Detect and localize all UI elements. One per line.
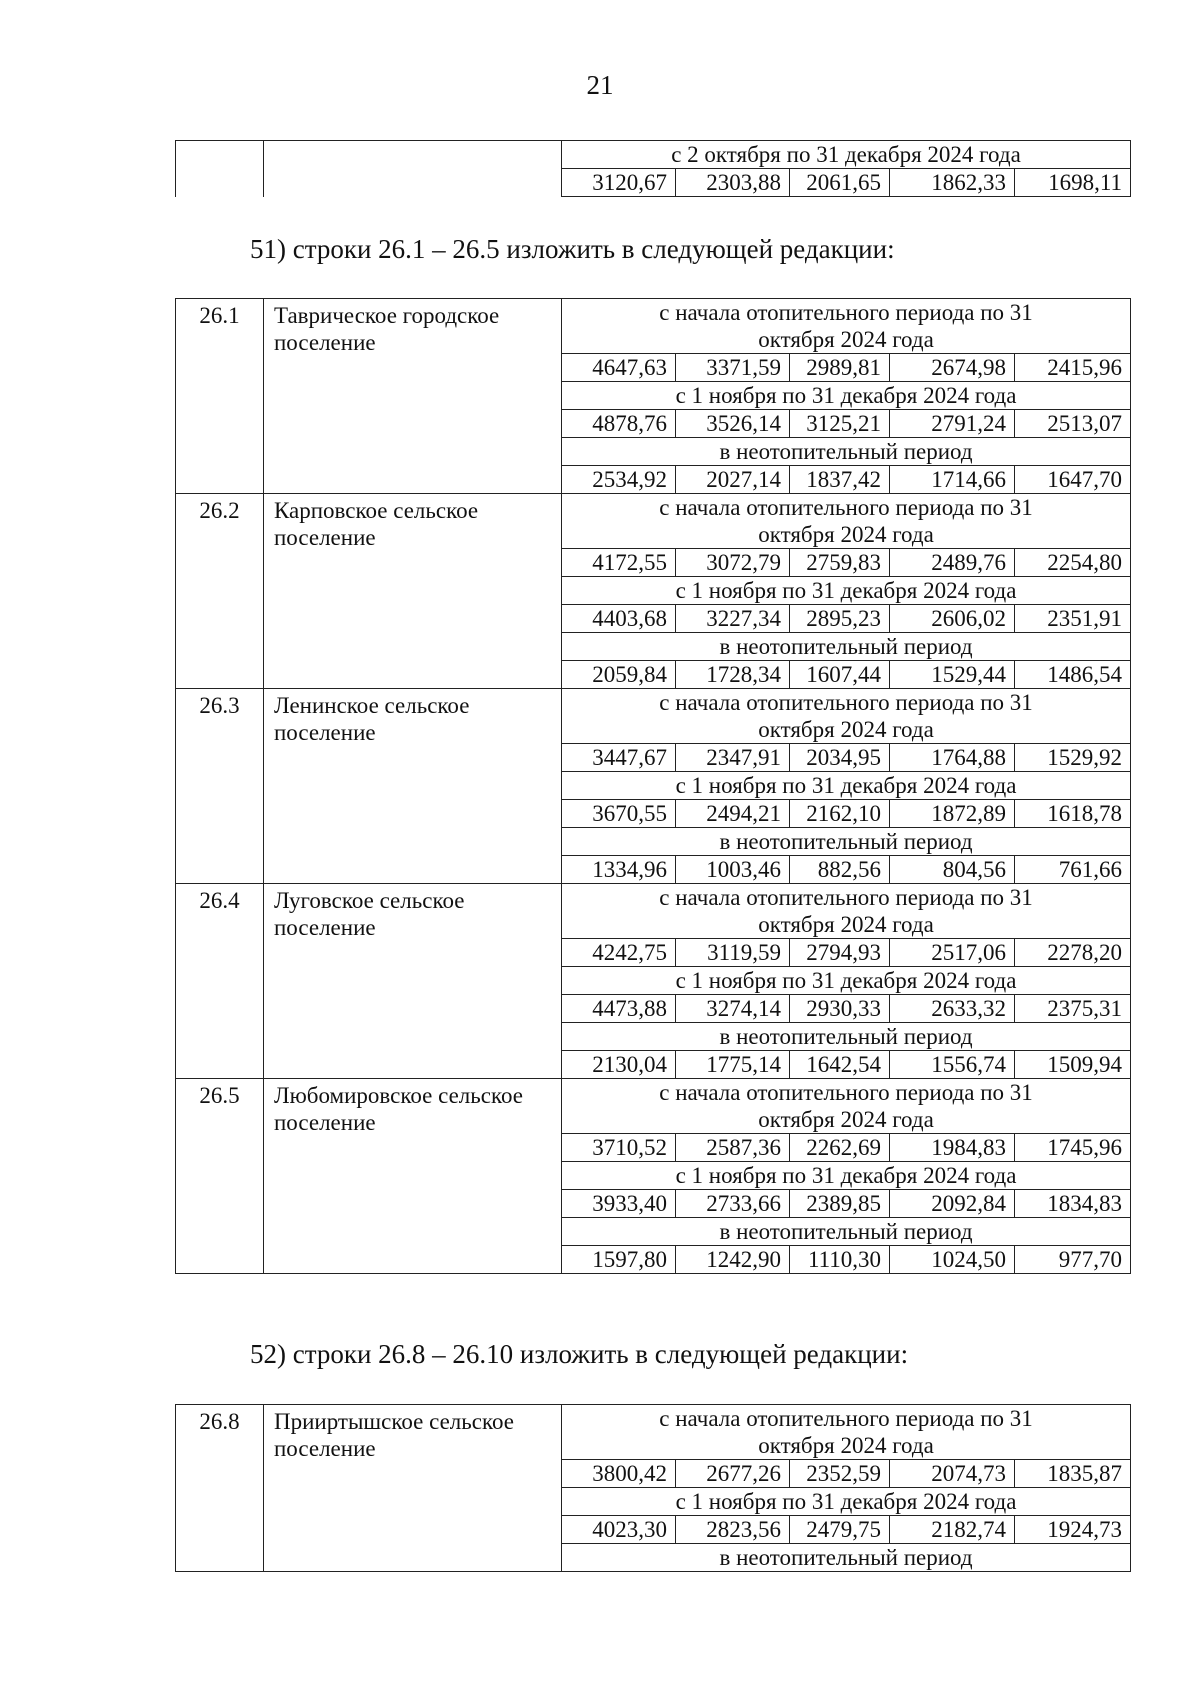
period-row — [176, 299, 1131, 354]
value-cell: 3274,14 — [676, 995, 790, 1023]
value-cell: 4242,75 — [562, 939, 676, 967]
value-cell: 1872,89 — [890, 800, 1015, 828]
rates-table-26-8-to-26-10 — [175, 1404, 1131, 1572]
value-cell: 2278,20 — [1015, 939, 1131, 967]
value-cell: 1834,83 — [1015, 1190, 1131, 1218]
period-label: с 2 октября по 31 декабря 2024 года — [562, 141, 1131, 169]
value-cell: 2182,74 — [890, 1516, 1015, 1544]
value-cell: 3371,59 — [676, 354, 790, 382]
value-cell: 804,56 — [890, 856, 1015, 884]
period-label: с начала отопительного периода по 31 октября 2024 года — [562, 884, 1131, 939]
value-cell: 3227,34 — [676, 605, 790, 633]
period-row — [176, 689, 1131, 744]
value-cell: 2061,65 — [790, 169, 890, 197]
value-cell: 1618,78 — [1015, 800, 1131, 828]
period-label: с 1 ноября по 31 декабря 2024 года — [562, 382, 1131, 410]
value-cell: 2352,59 — [790, 1460, 890, 1488]
value-cell: 4473,88 — [562, 995, 676, 1023]
value-cell: 1837,42 — [790, 466, 890, 494]
period-label: с начала отопительного периода по 31 октября 2024 года — [562, 689, 1131, 744]
value-cell: 761,66 — [1015, 856, 1131, 884]
value-cell: 882,56 — [790, 856, 890, 884]
value-cell: 1647,70 — [1015, 466, 1131, 494]
value-cell: 2415,96 — [1015, 354, 1131, 382]
row-name: Карповское сельское поселение — [264, 494, 562, 689]
value-cell: 3120,67 — [562, 169, 676, 197]
value-cell: 2489,76 — [890, 549, 1015, 577]
value-cell: 1728,34 — [676, 661, 790, 689]
value-cell: 2479,75 — [790, 1516, 890, 1544]
value-cell: 2633,32 — [890, 995, 1015, 1023]
value-cell: 3800,42 — [562, 1460, 676, 1488]
period-row — [176, 1079, 1131, 1134]
value-cell: 4023,30 — [562, 1516, 676, 1544]
value-cell: 3119,59 — [676, 939, 790, 967]
row-name: Ленинское сельское поселение — [264, 689, 562, 884]
period-label: с начала отопительного периода по 31 октября 2024 года — [562, 1405, 1131, 1460]
period-label: с начала отопительного периода по 31 октября 2024 года — [562, 494, 1131, 549]
value-cell: 1242,90 — [676, 1246, 790, 1274]
value-cell: 1607,44 — [790, 661, 890, 689]
value-cell: 2606,02 — [890, 605, 1015, 633]
value-cell: 3447,67 — [562, 744, 676, 772]
value-cell: 1924,73 — [1015, 1516, 1131, 1544]
paragraph-51: 51) строки 26.1 – 26.5 изложить в следующей редакции: — [250, 234, 895, 264]
period-label: с начала отопительного периода по 31 октября 2024 года — [562, 1079, 1131, 1134]
value-cell: 2674,98 — [890, 354, 1015, 382]
value-cell: 2494,21 — [676, 800, 790, 828]
rates-table-26-1-to-26-5 — [175, 298, 1131, 1274]
value-cell: 3933,40 — [562, 1190, 676, 1218]
value-cell: 1642,54 — [790, 1051, 890, 1079]
value-cell: 1862,33 — [890, 169, 1015, 197]
row-name: Прииртышское сельское поселение — [264, 1405, 562, 1572]
page-number: 21 — [586, 70, 614, 100]
period-row — [176, 884, 1131, 939]
value-cell: 3526,14 — [676, 410, 790, 438]
value-cell: 2895,23 — [790, 605, 890, 633]
row-code: 26.8 — [176, 1405, 264, 1572]
value-cell: 2989,81 — [790, 354, 890, 382]
period-label: в неотопительный период — [562, 1023, 1131, 1051]
value-cell: 1775,14 — [676, 1051, 790, 1079]
value-cell: 977,70 — [1015, 1246, 1131, 1274]
value-cell: 2262,69 — [790, 1134, 890, 1162]
value-cell: 2791,24 — [890, 410, 1015, 438]
value-cell: 1003,46 — [676, 856, 790, 884]
row-name: Луговское сельское поселение — [264, 884, 562, 1079]
row-name: Любомировское сельское поселение — [264, 1079, 562, 1274]
value-cell: 3072,79 — [676, 549, 790, 577]
value-cell: 1714,66 — [890, 466, 1015, 494]
value-cell: 1698,11 — [1015, 169, 1131, 197]
value-cell: 2677,26 — [676, 1460, 790, 1488]
value-cell: 1529,44 — [890, 661, 1015, 689]
value-cell: 1835,87 — [1015, 1460, 1131, 1488]
value-cell: 2059,84 — [562, 661, 676, 689]
value-cell: 1556,74 — [890, 1051, 1015, 1079]
period-label: в неотопительный период — [562, 438, 1131, 466]
value-cell: 2375,31 — [1015, 995, 1131, 1023]
value-cell: 2930,33 — [790, 995, 890, 1023]
value-cell: 2733,66 — [676, 1190, 790, 1218]
top-table — [175, 140, 1131, 197]
period-label: с начала отопительного периода по 31 октября 2024 года — [562, 299, 1131, 354]
row-code-cell — [176, 141, 264, 197]
paragraph-52: 52) строки 26.8 – 26.10 изложить в следующей редакции: — [250, 1339, 909, 1369]
value-cell: 3710,52 — [562, 1134, 676, 1162]
value-cell: 4403,68 — [562, 605, 676, 633]
value-cell: 2130,04 — [562, 1051, 676, 1079]
value-cell: 1110,30 — [790, 1246, 890, 1274]
period-label: с 1 ноября по 31 декабря 2024 года — [562, 577, 1131, 605]
value-cell: 3125,21 — [790, 410, 890, 438]
row-code: 26.1 — [176, 299, 264, 494]
period-label: с 1 ноября по 31 декабря 2024 года — [562, 772, 1131, 800]
period-label: с 1 ноября по 31 декабря 2024 года — [562, 1162, 1131, 1190]
value-cell: 2513,07 — [1015, 410, 1131, 438]
value-cell: 1745,96 — [1015, 1134, 1131, 1162]
value-cell: 2347,91 — [676, 744, 790, 772]
value-cell: 2074,73 — [890, 1460, 1015, 1488]
value-cell: 2759,83 — [790, 549, 890, 577]
value-cell: 2534,92 — [562, 466, 676, 494]
period-label: в неотопительный период — [562, 828, 1131, 856]
value-cell: 1597,80 — [562, 1246, 676, 1274]
value-cell: 4172,55 — [562, 549, 676, 577]
period-row — [176, 494, 1131, 549]
value-cell: 1764,88 — [890, 744, 1015, 772]
row-code: 26.2 — [176, 494, 264, 689]
period-label: в неотопительный период — [562, 1218, 1131, 1246]
row-name: Таврическое городское поселение — [264, 299, 562, 494]
value-cell: 1984,83 — [890, 1134, 1015, 1162]
value-cell: 2254,80 — [1015, 549, 1131, 577]
row-code: 26.3 — [176, 689, 264, 884]
value-cell: 2517,06 — [890, 939, 1015, 967]
value-cell: 2823,56 — [676, 1516, 790, 1544]
value-cell: 2587,36 — [676, 1134, 790, 1162]
period-label: в неотопительный период — [562, 633, 1131, 661]
value-cell: 2162,10 — [790, 800, 890, 828]
value-cell: 1024,50 — [890, 1246, 1015, 1274]
value-cell: 2794,93 — [790, 939, 890, 967]
value-cell: 2389,85 — [790, 1190, 890, 1218]
value-cell: 2351,91 — [1015, 605, 1131, 633]
value-cell: 1334,96 — [562, 856, 676, 884]
value-cell: 2027,14 — [676, 466, 790, 494]
value-cell: 1509,94 — [1015, 1051, 1131, 1079]
value-cell: 2303,88 — [676, 169, 790, 197]
value-cell: 1529,92 — [1015, 744, 1131, 772]
period-label: с 1 ноября по 31 декабря 2024 года — [562, 967, 1131, 995]
value-cell: 3670,55 — [562, 800, 676, 828]
row-code: 26.4 — [176, 884, 264, 1079]
period-label: в неотопительный период — [562, 1544, 1131, 1572]
period-row — [176, 1405, 1131, 1460]
value-cell: 4647,63 — [562, 354, 676, 382]
value-cell: 4878,76 — [562, 410, 676, 438]
value-cell: 2034,95 — [790, 744, 890, 772]
row-name-cell — [264, 141, 562, 197]
value-cell: 1486,54 — [1015, 661, 1131, 689]
value-cell: 2092,84 — [890, 1190, 1015, 1218]
row-code: 26.5 — [176, 1079, 264, 1274]
period-label: с 1 ноября по 31 декабря 2024 года — [562, 1488, 1131, 1516]
